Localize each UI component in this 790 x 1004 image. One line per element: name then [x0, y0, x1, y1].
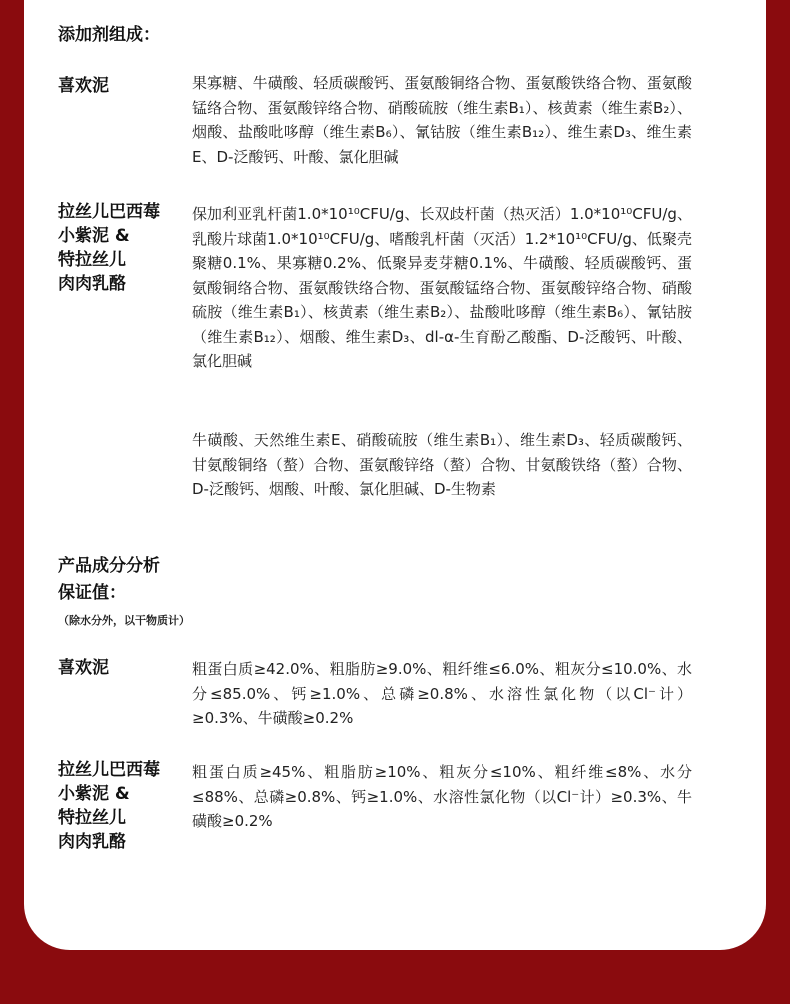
label-line: 小紫泥 &	[58, 226, 130, 246]
additives-row-1-text: 果寡糖、牛磺酸、轻质碳酸钙、蛋氨酸铜络合物、蛋氨酸铁络合物、蛋氨酸锰络合物、蛋氨酸锌络合物、硝酸硫胺（维生素B₁）、核黄素（维生素B₂）、烟酸、盐酸吡哆醇（维生素B₆）、氰钴胺（维生素B₁₂）、维生素D₃、维生素E、D-泛酸钙、叶酸、氯化胆碱	[192, 74, 692, 166]
analysis-row-2-label	[58, 758, 188, 854]
additives-row-2-text-secondary: 牛磺酸、天然维生素E、硝酸硫胺（维生素B₁）、维生素D₃、轻质碳酸钙、甘氨酸铜络（螯）合物、蛋氨酸锌络（螯）合物、甘氨酸铁络（螯）合物、D-泛酸钙、烟酸、叶酸、氯化胆碱、D-生物素	[192, 431, 692, 498]
additives-row-2-text: 保加利亚乳杆菌1.0*10¹⁰CFU/g、长双歧杆菌（热灭活）1.0*10¹⁰CFU/g、乳酸片球菌1.0*10¹⁰CFU/g、嗜酸乳杆菌（灭活）1.2*10¹⁰CFU/g、低聚壳聚糖0.1%、果寡糖0.2%、低聚异麦芽糖0.1%、牛磺酸、轻质碳酸钙、蛋氨酸铜络合物、蛋氨酸铁络合物、蛋氨酸锰络合物、蛋氨酸锌络合物、硝酸硫胺（维生素B₁）、核黄素（维生素B₂）、盐酸吡哆醇（维生素B₆）、氰钴胺（维生素B₁₂）、烟酸、维生素D₃、dl-α-生育酚乙酸酯、D-泛酸钙、叶酸、氯化胆碱	[192, 205, 692, 370]
analysis-note: （除水分外，以干物质计）	[58, 614, 190, 627]
label-line: 特拉丝儿	[58, 250, 126, 270]
additives-title: 添加剂组成：	[58, 25, 160, 45]
label-line: 小紫泥 &	[58, 784, 130, 804]
additives-row-2-label	[58, 200, 188, 296]
label-line: 肉肉乳酪	[58, 274, 126, 294]
analysis-row-1-text: 粗蛋白质≥42.0%、粗脂肪≥9.0%、粗纤维≤6.0%、粗灰分≤10.0%、水分≤85.0%、钙≥1.0%、总磷≥0.8%、水溶性氯化物（以Cl⁻计）≥0.3%、牛磺酸≥0.2%	[192, 660, 692, 727]
label-line: 特拉丝儿	[58, 808, 126, 828]
analysis-title-line-2: 保证值：	[58, 583, 126, 603]
label-line: 喜欢泥	[58, 76, 109, 96]
label-line: 拉丝儿巴西莓	[58, 760, 160, 780]
label-line: 拉丝儿巴西莓	[58, 202, 160, 222]
analysis-title-line-1: 产品成分分析	[58, 556, 160, 576]
label-line: 喜欢泥	[58, 658, 109, 678]
label-line: 肉肉乳酪	[58, 832, 126, 852]
additives-row-1-label	[58, 74, 188, 98]
analysis-row-1-label	[58, 656, 188, 680]
analysis-row-2-text: 粗蛋白质≥45%、粗脂肪≥10%、粗灰分≤10%、粗纤维≤8%、水分≤88%、总磷≥0.8%、钙≥1.0%、水溶性氯化物（以Cl⁻计）≥0.3%、牛磺酸≥0.2%	[192, 763, 692, 830]
